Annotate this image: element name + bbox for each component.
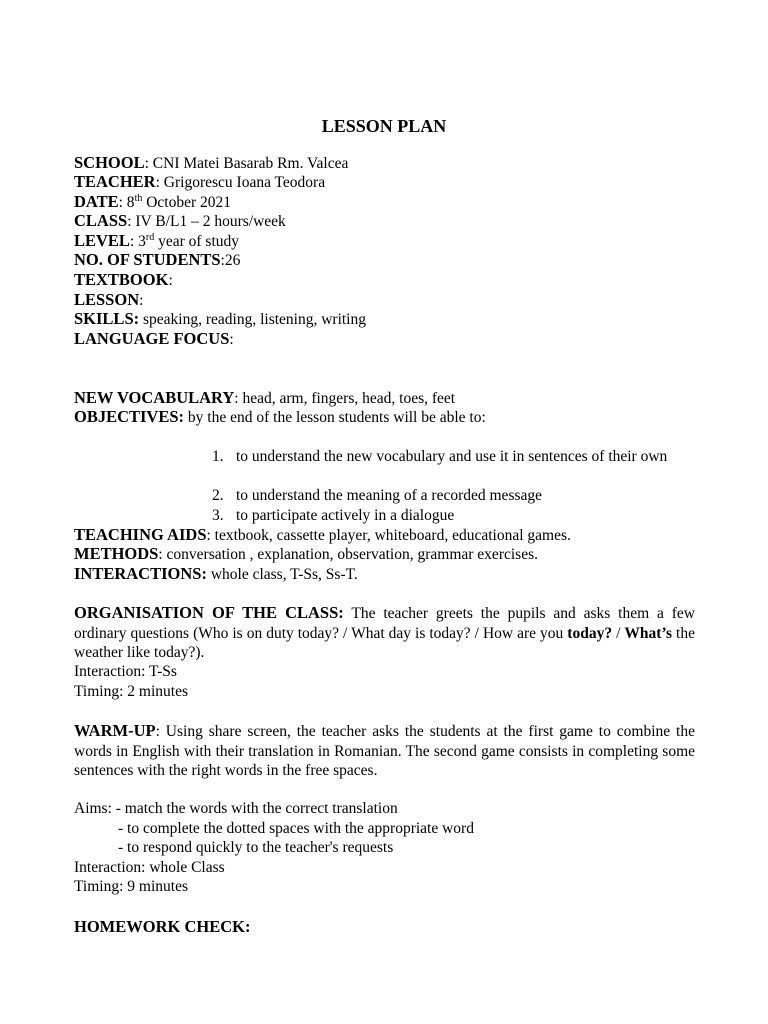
focus-label: LANGUAGE FOCUS — [74, 329, 230, 348]
date-value-pre: : 8 — [118, 194, 135, 211]
page-title: LESSON PLAN — [321, 116, 447, 136]
objective-item — [212, 486, 702, 506]
lesson-label: LESSON — [74, 290, 140, 309]
lesson-line — [74, 290, 143, 311]
methods-label: METHODS — [74, 544, 159, 563]
level-value-pre: : 3 — [129, 233, 146, 250]
organisation-text: The teacher greets the pupils and asks them a few ordinary questions (Who is on duty today? / What day is today? / How are you — [74, 605, 695, 642]
level-value-post: year of study — [154, 233, 240, 250]
warmup-label: WARM-UP — [74, 721, 156, 740]
date-sup: th — [134, 192, 143, 204]
warmup-text: : Using share screen, the teacher asks the students at the first game to combine the words in English with their translation in Romanian. The second game consists in completing some sentences with the right words in the free spaces. — [74, 723, 695, 780]
level-label: LEVEL — [74, 231, 130, 250]
skills-label: SKILLS: — [74, 309, 140, 328]
organisation-bold-today: today? — [567, 624, 613, 642]
vocabulary-value: : head, arm, fingers, head, toes, feet — [234, 390, 456, 407]
warmup-paragraph — [74, 721, 695, 781]
interactions-value: whole class, T-Ss, Ss-T. — [206, 566, 358, 583]
objectives-line — [74, 407, 486, 428]
aims-line: Aims: - match the words with the correct translation — [74, 800, 398, 817]
teacher-value: : Grigorescu Ioana Teodora — [155, 174, 326, 191]
aims-line: - to complete the dotted spaces with the appropriate word — [118, 820, 474, 837]
school-value: : CNI Matei Basarab Rm. Valcea — [144, 155, 349, 172]
school-line — [74, 153, 348, 174]
teaching-aids-label: TEACHING AIDS — [74, 525, 207, 544]
level-sup: rd — [145, 231, 155, 243]
warmup-interaction: Interaction: whole Class — [74, 859, 225, 876]
interactions-line — [74, 564, 358, 585]
objectives-value: by the end of the lesson students will be able to: — [184, 409, 486, 426]
objective-number: 2. — [212, 487, 224, 504]
level-line — [74, 231, 239, 252]
focus-line — [74, 329, 234, 350]
date-line — [74, 192, 231, 213]
objective-item — [212, 447, 702, 467]
school-label: SCHOOL — [74, 153, 145, 172]
organisation-interaction: Interaction: T-Ss — [74, 663, 177, 680]
students-value: :26 — [220, 252, 241, 269]
aims-line: - to respond quickly to the teacher's requests — [118, 839, 394, 856]
skills-value: speaking, reading, listening, writing — [139, 311, 366, 328]
organisation-label: ORGANISATION OF THE CLASS: — [74, 603, 344, 622]
organisation-text-end: the weather like today?). — [74, 624, 695, 662]
textbook-line — [74, 270, 173, 291]
focus-value: : — [229, 331, 234, 348]
teacher-line — [74, 172, 325, 193]
skills-line — [74, 309, 366, 330]
lesson-value: : — [139, 292, 144, 309]
class-value: : IV B/L1 – 2 hours/week — [127, 213, 286, 230]
methods-value: : conversation , explanation, observation, grammar exercises. — [158, 546, 538, 563]
objective-item — [212, 506, 702, 526]
objectives-label: OBJECTIVES: — [74, 407, 185, 426]
textbook-value: : — [168, 272, 173, 289]
students-label: NO. OF STUDENTS — [74, 250, 221, 269]
teaching-aids-value: : textbook, cassette player, whiteboard, educational games. — [206, 527, 571, 544]
organisation-text-mid: / — [612, 624, 625, 642]
date-label: DATE — [74, 192, 119, 211]
vocabulary-label: NEW VOCABULARY — [74, 388, 235, 407]
class-label: CLASS — [74, 211, 128, 230]
organisation-bold-whats: What’s — [624, 624, 673, 642]
organisation-timing: Timing: 2 minutes — [74, 683, 188, 700]
objective-number: 3. — [212, 507, 224, 524]
students-line — [74, 250, 240, 271]
teacher-label: TEACHER — [74, 172, 156, 191]
objective-number: 1. — [212, 448, 224, 465]
class-line — [74, 211, 286, 232]
homework-check-label: HOMEWORK CHECK: — [74, 917, 251, 936]
textbook-label: TEXTBOOK — [74, 270, 169, 289]
vocabulary-line — [74, 388, 455, 409]
warmup-timing: Timing: 9 minutes — [74, 878, 188, 895]
teaching-aids-line — [74, 525, 571, 546]
objective-text: to understand the meaning of a recorded message — [236, 487, 543, 504]
date-value-post: October 2021 — [142, 194, 232, 211]
objective-text: to understand the new vocabulary and use it in sentences of their own — [236, 448, 668, 465]
methods-line — [74, 544, 538, 565]
homework-check-heading — [74, 917, 250, 938]
interactions-label: INTERACTIONS: — [74, 564, 207, 583]
objective-text: to participate actively in a dialogue — [236, 507, 455, 524]
organisation-paragraph — [74, 603, 695, 663]
